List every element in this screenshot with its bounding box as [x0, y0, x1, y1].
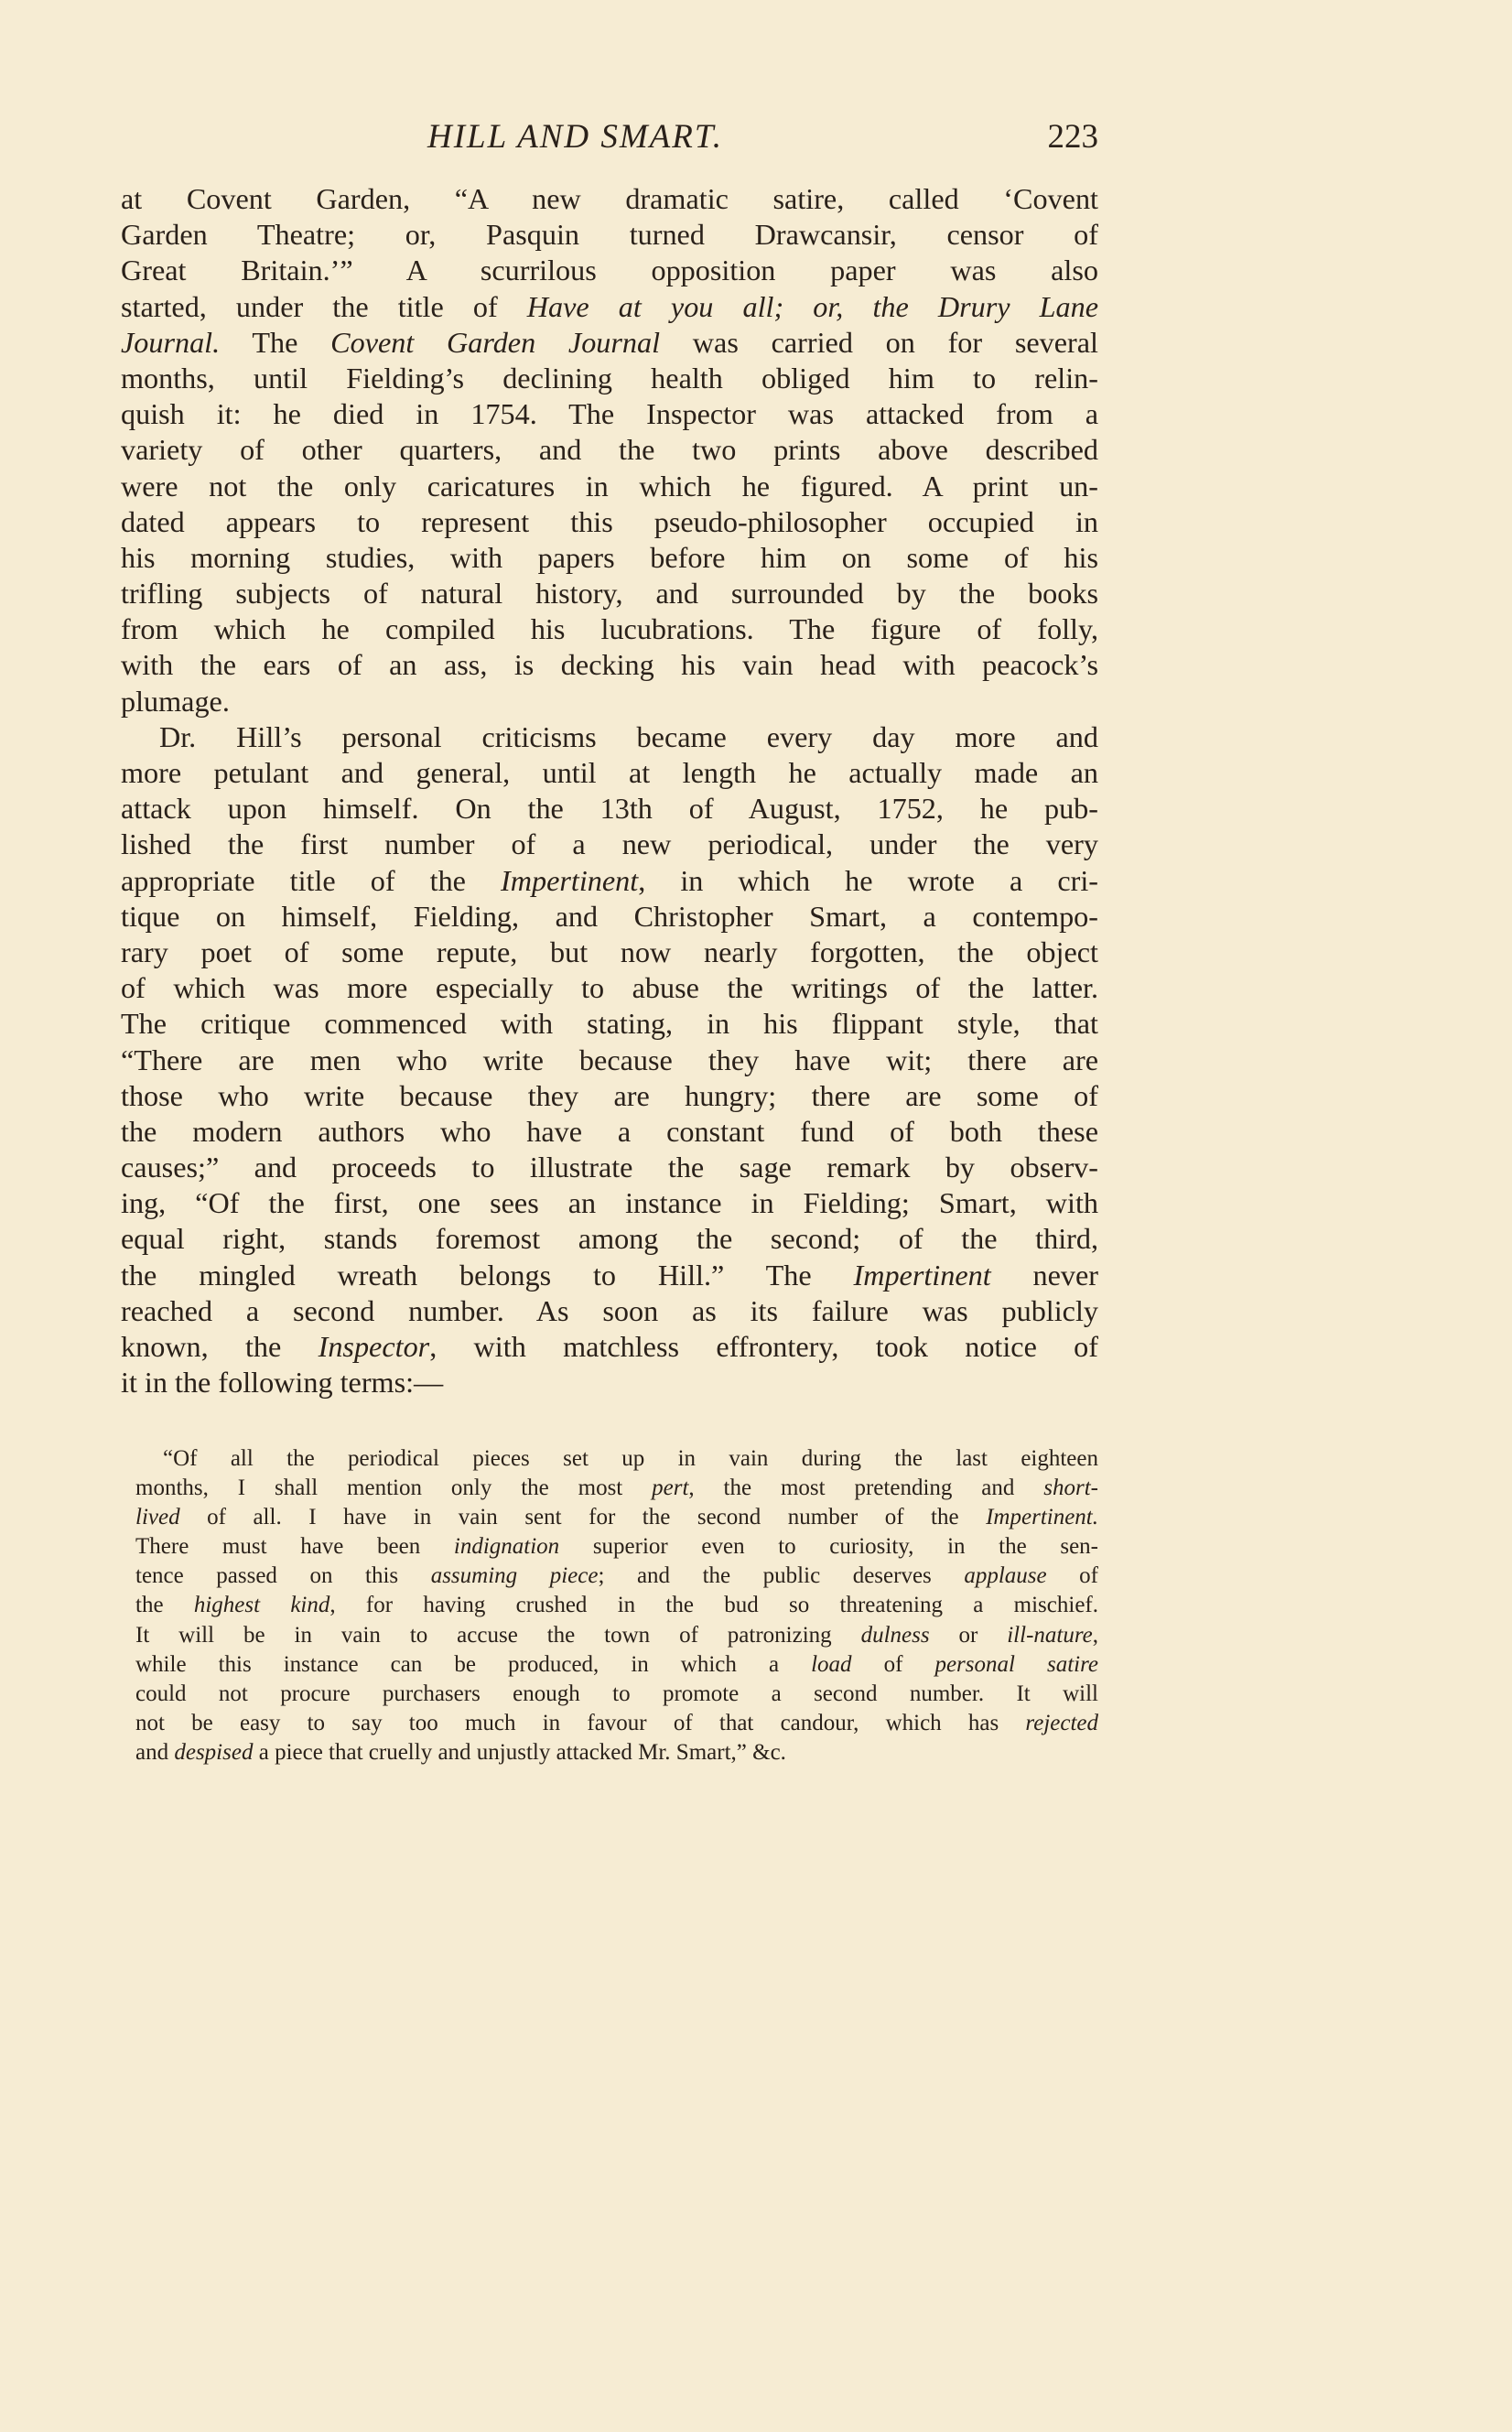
text-line: variety of other quarters, and the two prints above described — [121, 433, 1098, 467]
footnote-line: tence passed on this assuming piece; and the public deserves applause of — [135, 1563, 1098, 1589]
text-line: rary poet of some repute, but now nearly forgotten, the object — [121, 935, 1098, 968]
text-line: started, under the title of Have at you all; or, the Drury Lane — [121, 289, 1099, 323]
text-line: his morning studies, with papers before him on some of his — [121, 540, 1098, 574]
text-line: were not the only caricatures in which he figured. A print un- — [121, 469, 1098, 503]
text-line: Garden Theatre; or, Pasquin turned Drawcansir, censor of — [121, 218, 1098, 252]
text-line: those who write because they are hungry; there are some of — [121, 1078, 1098, 1112]
text-line: plumage. — [121, 684, 230, 718]
footnote — [135, 1444, 1098, 1767]
text-line: Journal. The Covent Garden Journal was carried on for several — [121, 325, 1098, 359]
text-line: The critique commenced with stating, in his flippant style, that — [121, 1007, 1098, 1041]
footnote-line: It will be in vain to accuse the town of patronizing dulness or ill-nature, — [135, 1622, 1098, 1648]
text-line: from which he compiled his lucubrations. The figure of folly, — [121, 612, 1098, 646]
text-line: with the ears of an ass, is decking his vain head with peacock’s — [121, 648, 1098, 682]
text-line: appropriate title of the Impertinent, in which he wrote a cri- — [121, 863, 1098, 897]
text-line: “There are men who write because they have wit; there are — [121, 1043, 1098, 1076]
text-line: months, until Fielding’s declining health obliged him to relin- — [121, 361, 1098, 395]
text-line: lished the first number of a new periodical, under the very — [121, 827, 1098, 861]
footnote-line: “Of all the periodical pieces set up in vain during the last eighteen — [163, 1446, 1098, 1471]
main-text — [121, 181, 1098, 1400]
footnote-line: months, I shall mention only the most pert, the most pretending and short- — [135, 1475, 1098, 1501]
text-line: tique on himself, Fielding, and Christopher Smart, a contempo- — [121, 899, 1098, 933]
text-line: Great Britain.’” A scurrilous opposition paper was also — [121, 254, 1098, 287]
text-line: at Covent Garden, “A new dramatic satire, called ‘Covent — [121, 182, 1098, 215]
text-line: the modern authors who have a constant fund of both these — [121, 1114, 1098, 1148]
text-line: causes;” and proceeds to illustrate the sage remark by observ- — [121, 1151, 1098, 1184]
footnote-line: while this instance can be produced, in which a load of personal satire — [135, 1651, 1098, 1677]
text-line: trifling subjects of natural history, and surrounded by the books — [121, 577, 1098, 611]
page-number: 223 — [1047, 118, 1098, 156]
footnote-line: could not procure purchasers enough to promote a second number. It will — [135, 1681, 1098, 1706]
footnote-line: the highest kind, for having crushed in the bud so threatening a mischief. — [135, 1593, 1098, 1618]
text-line: attack upon himself. On the 13th of August, 1752, he pub- — [121, 792, 1098, 826]
footnote-line: There must have been indignation superior even to curiosity, in the sen- — [135, 1534, 1098, 1560]
text-line: reached a second number. As soon as its failure was publicly — [121, 1293, 1098, 1327]
footnote-line: not be easy to say too much in favour of that candour, which has rejected — [135, 1710, 1098, 1735]
text-line: it in the following terms:— — [121, 1366, 444, 1400]
text-line: dated appears to represent this pseudo-philosopher occupied in — [121, 504, 1098, 538]
text-line: equal right, stands foremost among the second; of the third, — [121, 1222, 1098, 1256]
text-line: quish it: he died in 1754. The Inspector was attacked from a — [121, 397, 1098, 431]
running-title: HILL AND SMART. — [427, 118, 723, 156]
text-line: the mingled wreath belongs to Hill.” The Impertinent never — [121, 1258, 1099, 1292]
text-line: Dr. Hill’s personal criticisms became every day more and — [159, 719, 1098, 753]
text-line: of which was more especially to abuse the writings of the latter. — [121, 971, 1098, 1005]
footnote-line: lived of all. I have in vain sent for the second number of the Impertinent. — [135, 1505, 1098, 1530]
running-head — [121, 117, 1098, 167]
text-line: more petulant and general, until at length he actually made an — [121, 756, 1098, 789]
text-line: known, the Inspector, with matchless effrontery, took notice of — [121, 1330, 1098, 1363]
text-line: ing, “Of the first, one sees an instance in Fielding; Smart, with — [121, 1186, 1098, 1220]
footnote-line: and despised a piece that cruelly and unjustly attacked Mr. Smart,” &c. — [135, 1739, 786, 1765]
